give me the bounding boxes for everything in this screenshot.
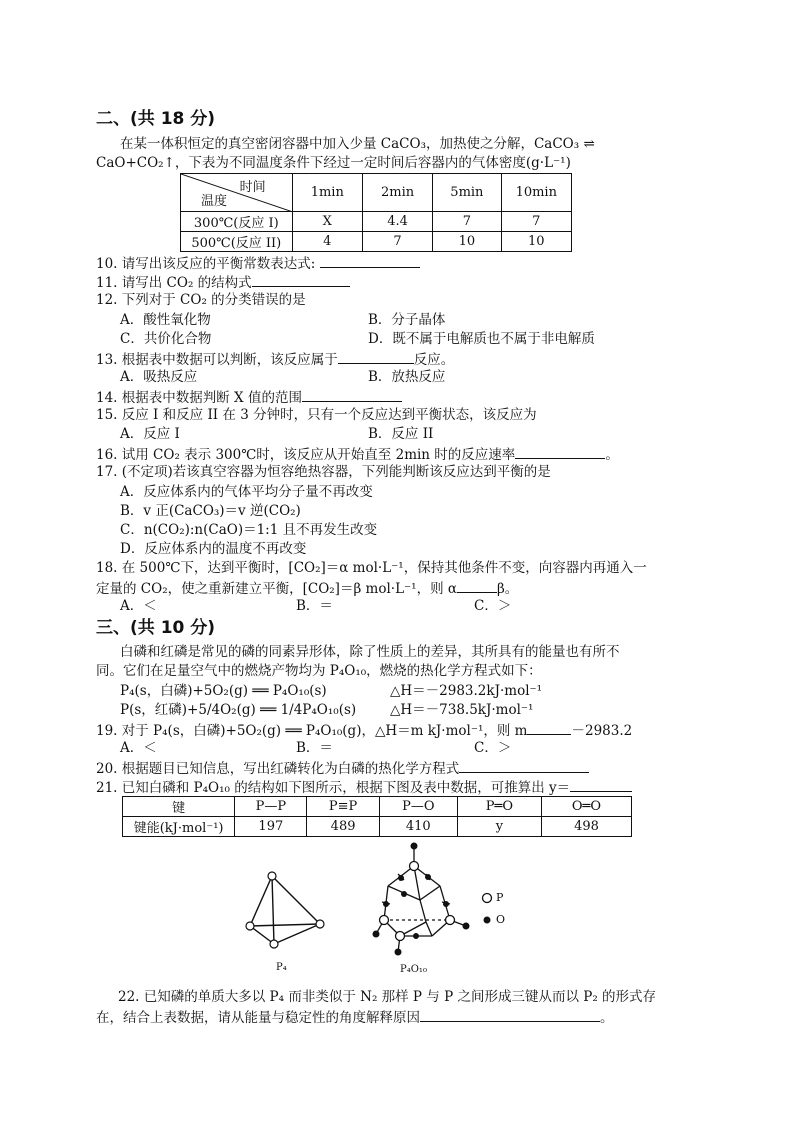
table-cell: 10 [501, 232, 571, 252]
equation-1-dh: △H＝－2983.2kJ·mol⁻¹ [390, 683, 543, 699]
question-10-text: 10. 请写出该反应的平衡常数表达式: [96, 256, 316, 272]
option-c: C．n(CO₂):n(CaO)＝1:1 且不再发生改变 [120, 522, 378, 538]
question-16 [96, 445, 619, 463]
table-cell: y [457, 817, 541, 837]
legend-o-symbol [484, 917, 491, 924]
corner-label-temp: 温度 [201, 194, 228, 209]
o-atom [463, 923, 470, 930]
equation-2-dh: △H＝－738.5kJ·mol⁻¹ [390, 702, 534, 718]
table-cell: 7 [433, 212, 501, 232]
option-d: D．反应体系内的温度不再改变 [120, 541, 307, 557]
question-19-text: 19. 对于 P₄(s，白磷)+5O₂(g) ══ P₄O₁₀(g)，△H＝m kJ·mol⁻¹，则 m [96, 723, 528, 739]
option-a: A．吸热反应 [120, 369, 198, 385]
section-2-intro-line1: 在某一体积恒定的真空密闭容器中加入少量 CaCO₃，加热使之分解，CaCO₃ ⇌ [120, 136, 595, 152]
p-atom [246, 922, 254, 930]
p4-structure-figure [240, 868, 340, 958]
table-cell: 7 [501, 212, 571, 232]
answer-blank[interactable] [420, 1008, 600, 1022]
table-row [181, 212, 572, 232]
p4o10-caption: P₄O₁₀ [400, 964, 427, 975]
table-cell: 489 [307, 817, 379, 837]
p-atom [380, 916, 389, 925]
corner-label-time: 时间 [239, 180, 266, 195]
question-16-tail: 。 [605, 447, 619, 463]
column-header: 1min [292, 174, 362, 212]
section-3-title: 三、(共 10 分) [96, 618, 216, 638]
answer-blank[interactable] [320, 254, 420, 268]
table-corner-cell [181, 174, 293, 212]
table-cell: 410 [379, 817, 457, 837]
question-13-tail: 反应。 [413, 352, 455, 368]
column-header: 10min [501, 174, 571, 212]
option-c: C．共价化合物 [120, 331, 212, 347]
table-row [123, 797, 632, 817]
question-21 [96, 778, 632, 796]
equation-2: P(s，红磷)+5/4O₂(g) ══ 1/4P₄O₁₀(s) [120, 702, 357, 718]
question-19 [96, 721, 632, 739]
question-22-tail: 。 [600, 1010, 614, 1026]
p-atom [316, 920, 324, 928]
question-10 [96, 254, 420, 272]
question-22-line2 [96, 1008, 614, 1026]
answer-blank[interactable] [527, 721, 571, 735]
option-a: A．＜ [120, 740, 157, 756]
section-3-intro-line1: 白磷和红磷是常见的磷的同素异形体，除了性质上的差异，其所具有的能量也有所不 [120, 644, 620, 660]
question-22-line1: 22. 已知磷的单质大多以 P₄ 而非类似于 N₂ 那样 P 与 P 之间形成三键从而以 P₂ 的形式存 [118, 989, 657, 1005]
question-20 [96, 759, 589, 777]
answer-blank[interactable] [459, 759, 589, 773]
row-label: 300℃(反应 I) [181, 212, 293, 232]
answer-blank[interactable] [515, 445, 605, 459]
question-18-line1: 18. 在 500℃下，达到平衡时，[CO₂]＝α mol·L⁻¹，保持其他条件不变，向容器内再通入一 [96, 560, 647, 576]
density-table [180, 173, 572, 252]
option-a: A．＜ [120, 598, 157, 614]
section-3-intro-line2: 同。它们在足量空气中的燃烧产物均为 P₄O₁₀，燃烧的热化学方程式如下： [96, 663, 542, 679]
p-atom [446, 916, 455, 925]
answer-blank[interactable] [338, 350, 414, 364]
table-cell: X [292, 212, 362, 232]
question-13-text: 13. 根据表中数据可以判断，该反应属于 [96, 352, 338, 368]
question-22-text: 在，结合上表数据，请从能量与稳定性的角度解释原因 [96, 1010, 420, 1026]
table-cell: 10 [433, 232, 501, 252]
row-label: 键能(kJ·mol⁻¹) [123, 817, 235, 837]
question-14 [96, 388, 402, 406]
equation-1: P₄(s，白磷)+5O₂(g) ══ P₄O₁₀(s) [120, 683, 327, 699]
o-atom [398, 875, 404, 881]
table-cell: 498 [541, 817, 631, 837]
o-atom [425, 874, 431, 880]
o-atom [395, 949, 402, 956]
p-atom [410, 862, 419, 871]
table-cell: 4.4 [362, 212, 432, 232]
table-cell: 4 [292, 232, 362, 252]
column-header: 键 [123, 797, 235, 817]
bond-energy-table [122, 796, 632, 837]
column-header: P≡P [307, 797, 379, 817]
section-2-title: 二、(共 18 分) [96, 109, 216, 129]
o-atom [413, 933, 419, 939]
column-header: P—O [379, 797, 457, 817]
question-19-tail: －2983.2 [571, 723, 633, 739]
question-18-text: 定量的 CO₂，使之重新建立平衡，[CO₂]＝β mol·L⁻¹，则 α [96, 581, 457, 597]
question-20-text: 20. 根据题目已知信息，写出红磷转化为白磷的热化学方程式 [96, 761, 460, 777]
question-11 [96, 273, 350, 291]
option-b: B．＝ [296, 740, 333, 756]
o-atom [411, 843, 418, 850]
option-b: B．分子晶体 [368, 312, 446, 328]
table-cell: 7 [362, 232, 432, 252]
option-b: B．＝ [296, 598, 333, 614]
question-14-text: 14. 根据表中数据判断 X 值的范围 [96, 390, 302, 406]
question-16-text: 16. 试用 CO₂ 表示 300℃时，该反应从开始直至 2min 时的反应速率 [96, 447, 516, 463]
diagonal-line [181, 174, 293, 212]
column-header: P═O [457, 797, 541, 817]
p4o10-structure-figure [370, 838, 480, 958]
question-12: 12. 下列对于 CO₂ 的分类错误的是 [96, 292, 306, 308]
answer-blank[interactable] [570, 778, 632, 792]
answer-blank[interactable] [252, 273, 350, 287]
answer-blank[interactable] [457, 579, 497, 593]
table-row [123, 817, 632, 837]
option-b: B．反应 II [368, 426, 434, 442]
question-18-tail: β。 [497, 581, 519, 597]
question-13 [96, 350, 454, 368]
section-2-intro-line2: CaO+CO₂↑，下表为不同温度条件下经过一定时间后容器内的气体密度(g·L⁻¹) [96, 155, 571, 171]
o-atom [443, 901, 449, 907]
question-21-text: 21. 已知白磷和 P₄O₁₀ 的结构如下图所示，根据下图及表中数据，可推算出 y＝ [96, 780, 571, 796]
question-11-text: 11. 请写出 CO₂ 的结构式 [96, 275, 252, 291]
column-header: P—P [235, 797, 307, 817]
p-atom [396, 932, 405, 941]
o-atom [401, 891, 407, 897]
legend-p-symbol [483, 894, 492, 903]
p-atom [270, 940, 278, 948]
option-b: B．放热反应 [368, 369, 446, 385]
column-header: 5min [433, 174, 501, 212]
answer-blank[interactable] [302, 388, 402, 402]
option-b: B．v 正(CaCO₃)＝v 逆(CO₂) [120, 503, 301, 519]
row-label: 500℃(反应 II) [181, 232, 293, 252]
legend-o-label: O [496, 913, 506, 926]
table-cell: 197 [235, 817, 307, 837]
legend-symbols [480, 890, 494, 930]
option-a: A．反应体系内的气体平均分子量不再改变 [120, 484, 373, 500]
o-atom [373, 931, 380, 938]
option-c: C．＞ [474, 740, 512, 756]
option-d: D．既不属于电解质也不属于非电解质 [368, 331, 595, 347]
question-15: 15. 反应 I 和反应 II 在 3 分钟时，只有一个反应达到平衡状态，该反应为 [96, 407, 537, 423]
p-atom [268, 872, 276, 880]
o-atom [383, 901, 389, 907]
column-header: 2min [362, 174, 432, 212]
option-c: C．＞ [474, 598, 512, 614]
option-a: A．酸性氧化物 [120, 312, 211, 328]
p4-caption: P₄ [276, 962, 287, 973]
table-row [181, 232, 572, 252]
option-a: A．反应 I [120, 426, 180, 442]
question-17: 17. (不定项)若该真空容器为恒容绝热容器，下列能判断该反应达到平衡的是 [96, 464, 551, 480]
question-18-line2 [96, 579, 518, 597]
column-header: O═O [541, 797, 631, 817]
legend-p-label: P [496, 891, 504, 904]
